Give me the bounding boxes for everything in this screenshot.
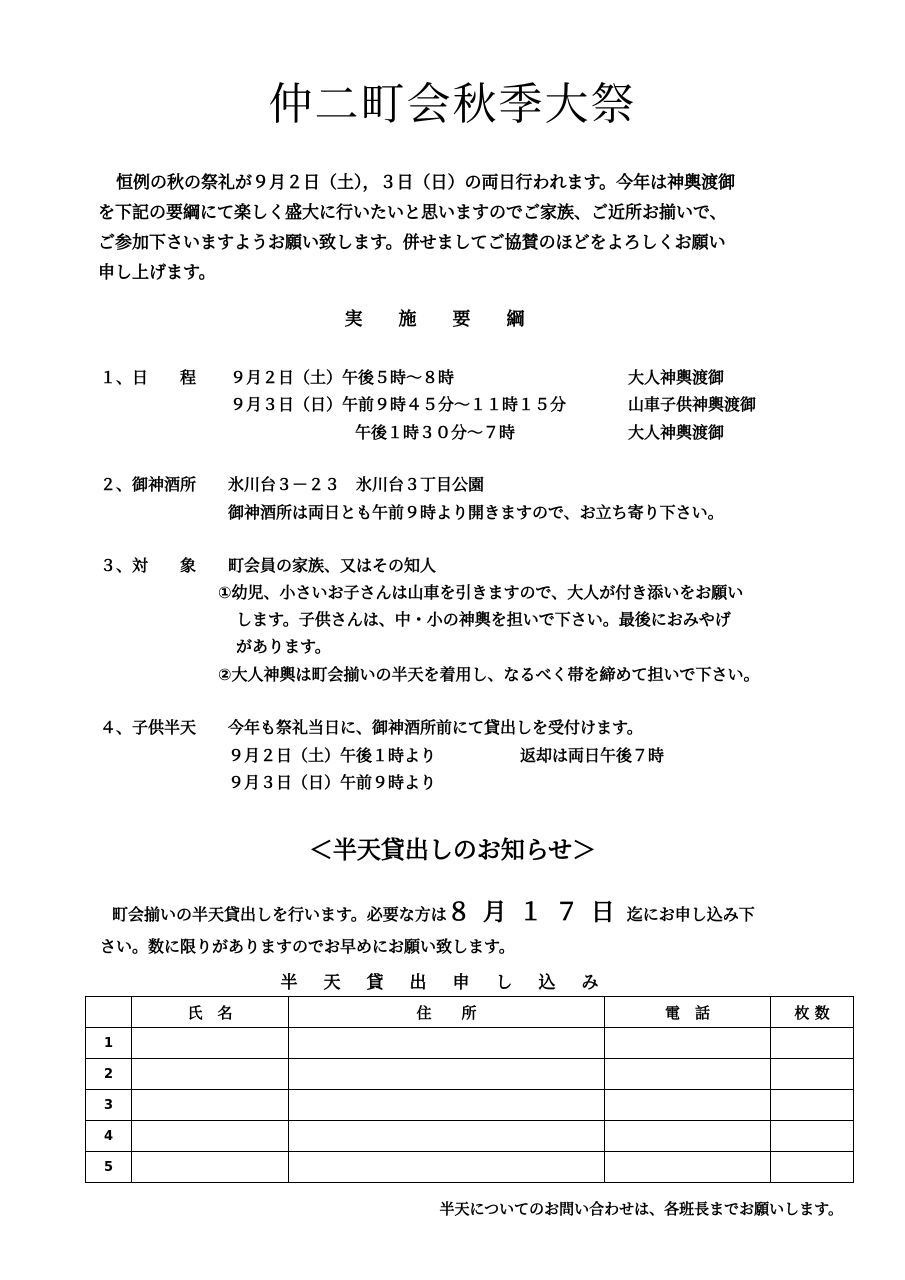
- table-row: [86, 1152, 854, 1183]
- row-number: 5: [86, 1152, 132, 1183]
- name-cell[interactable]: [132, 1090, 289, 1121]
- phone-cell[interactable]: [605, 1028, 771, 1059]
- name-cell[interactable]: [132, 1028, 289, 1059]
- hanten-day: ９月２日（土）午後１時より: [228, 746, 437, 765]
- target-note: します。子供さんは、中・小の神輿を担いで下さい。最後におみやげ: [236, 610, 731, 629]
- phone-cell[interactable]: [605, 1152, 771, 1183]
- target-note: ②大人神輿は町会揃いの半天を着用し、なるべく帯を締めて担いで下さい。: [218, 665, 760, 684]
- schedule-event: 大人神輿渡御: [628, 423, 725, 442]
- form-col-number: [86, 997, 132, 1028]
- phone-cell[interactable]: [605, 1059, 771, 1090]
- intro-line: ご参加下さいますようお願い致します。併せましてご協賛のほどをよろしくお願い: [98, 233, 726, 253]
- sake-note: 御神酒所は両日とも午前９時より開きますので、お立ち寄り下さい。: [228, 503, 724, 522]
- count-cell[interactable]: [771, 1152, 854, 1183]
- count-cell[interactable]: [771, 1090, 854, 1121]
- hanten-day: ９月３日（日）午前９時より: [228, 773, 437, 792]
- notice-text: 迄にお申し込み下: [626, 905, 755, 924]
- schedule-date: 午後１時３０分～７時: [355, 423, 516, 442]
- intro-line: 申し上げます。: [98, 263, 216, 283]
- row-number: 2: [86, 1059, 132, 1090]
- hanten-label: ４、子供半天: [100, 718, 197, 737]
- schedule-event: 大人神輿渡御: [628, 368, 725, 387]
- table-row: [86, 1028, 854, 1059]
- form-col-name: 氏 名: [132, 997, 289, 1028]
- form-col-count: 枚 数: [771, 997, 854, 1028]
- table-row: [86, 1121, 854, 1152]
- row-number: 4: [86, 1121, 132, 1152]
- row-number: 3: [86, 1090, 132, 1121]
- schedule-date: ９月２日（土）午後５時～８時: [230, 368, 455, 387]
- address-cell[interactable]: [289, 1090, 605, 1121]
- phone-cell[interactable]: [605, 1121, 771, 1152]
- notice-text: 町会揃いの半天貸出しを行います。必要な方は: [112, 905, 447, 924]
- count-cell[interactable]: [771, 1028, 854, 1059]
- page-title: 仲二町会秋季大祭: [268, 79, 637, 130]
- address-cell[interactable]: [289, 1121, 605, 1152]
- intro-line: を下記の要綱にて楽しく盛大に行いたいと思いますのでご家族、ご近所お揃いで、: [98, 203, 727, 223]
- target-note: ①幼児、小さいお子さんは山車を引きますので、大人が付き添いをお願い: [218, 583, 744, 602]
- notice-title: ＜半天貸出しのお知らせ＞: [308, 836, 597, 864]
- schedule-event: 山車子供神輿渡御: [628, 395, 757, 414]
- target-label: ３、対 象: [100, 556, 197, 575]
- row-number: 1: [86, 1028, 132, 1059]
- application-form: [85, 996, 854, 1183]
- sake-place: 氷川台３－２３ 氷川台３丁目公園: [228, 475, 485, 494]
- address-cell[interactable]: [289, 1152, 605, 1183]
- footer-note: 半天についてのお問い合わせは、各班長までお願いします。: [439, 1200, 843, 1218]
- notice-line: さい。数に限りがありますのでお早めにお願い致します。: [100, 937, 515, 956]
- form-col-address: 住 所: [289, 997, 605, 1028]
- name-cell[interactable]: [132, 1121, 289, 1152]
- address-cell[interactable]: [289, 1028, 605, 1059]
- address-cell[interactable]: [289, 1059, 605, 1090]
- notice-line: [112, 892, 755, 927]
- hanten-value: 今年も祭礼当日に、御神酒所前にて貸出しを受付けます。: [228, 718, 643, 737]
- sake-label: ２、御神酒所: [100, 475, 197, 494]
- section-heading: 実施要綱: [344, 309, 561, 330]
- notice-deadline: ８月１７日: [446, 898, 627, 926]
- phone-cell[interactable]: [605, 1090, 771, 1121]
- target-value: 町会員の家族、又はその知人: [228, 556, 437, 575]
- table-row: [86, 1059, 854, 1090]
- form-header-row: [86, 997, 854, 1028]
- table-row: [86, 1090, 854, 1121]
- target-note: があります。: [236, 637, 331, 656]
- form-col-phone: 電 話: [605, 997, 771, 1028]
- form-title: 半天貸出申し込み: [280, 973, 625, 993]
- schedule-date: ９月３日（日）午前９時４５分～１１時１５分: [230, 395, 567, 414]
- count-cell[interactable]: [771, 1121, 854, 1152]
- hanten-return: 返却は両日午後７時: [520, 746, 665, 765]
- intro-paragraph: [98, 168, 858, 288]
- name-cell[interactable]: [132, 1059, 289, 1090]
- name-cell[interactable]: [132, 1152, 289, 1183]
- intro-line: 恒例の秋の祭礼が９月２日（土），３日（日）の両日行われます。今年は神輿渡御: [116, 173, 736, 193]
- count-cell[interactable]: [771, 1059, 854, 1090]
- schedule-label: １、日 程: [100, 368, 197, 387]
